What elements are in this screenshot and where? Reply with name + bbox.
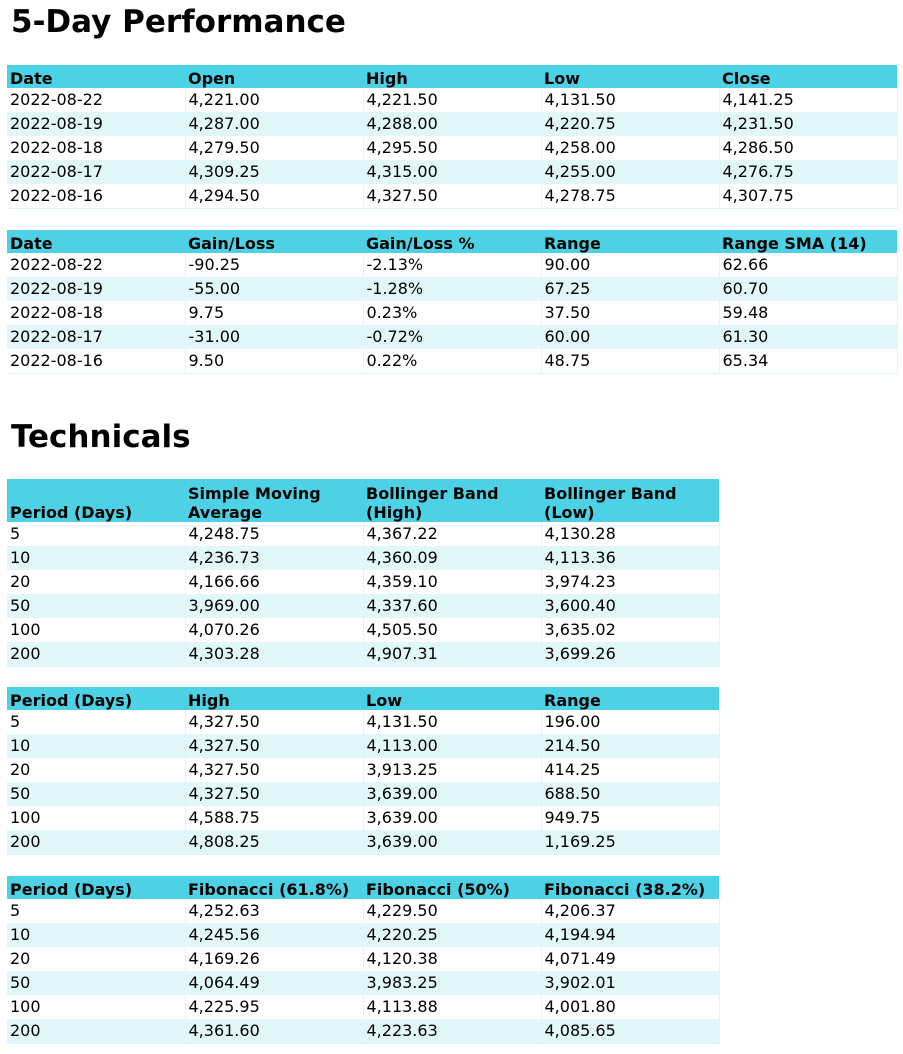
table-cell: -1.28% <box>363 277 541 301</box>
table-cell: 4,315.00 <box>363 160 541 184</box>
table-cell: 4,367.22 <box>363 522 541 546</box>
table-cell: 2022-08-18 <box>7 136 185 160</box>
table-header-row <box>7 479 719 522</box>
table-cell: 4,278.75 <box>541 184 719 209</box>
table-cell: 4,309.25 <box>185 160 363 184</box>
table-row <box>7 947 719 971</box>
table-cell: 10 <box>7 923 185 947</box>
table-row <box>7 710 719 734</box>
table-cell: 4,248.75 <box>185 522 363 546</box>
table-cell: 100 <box>7 995 185 1019</box>
column-header: Range <box>541 687 719 710</box>
table-cell: 3,635.02 <box>541 618 719 642</box>
column-header: Date <box>7 65 185 88</box>
table-cell: 0.23% <box>363 301 541 325</box>
table-cell: 4,169.26 <box>185 947 363 971</box>
table-cell: 3,974.23 <box>541 570 719 594</box>
column-header: Period (Days) <box>7 687 185 710</box>
table-row <box>7 971 719 995</box>
table-cell: -55.00 <box>185 277 363 301</box>
table-row <box>7 253 897 277</box>
table-cell: 196.00 <box>541 710 719 734</box>
table-cell: 4,255.00 <box>541 160 719 184</box>
table-cell: 2022-08-19 <box>7 277 185 301</box>
table-cell: 9.50 <box>185 349 363 374</box>
table-cell: 4,001.80 <box>541 995 719 1019</box>
table-header-row <box>7 65 897 88</box>
table-cell: 62.66 <box>719 253 897 277</box>
table-row <box>7 112 897 136</box>
table-cell: 214.50 <box>541 734 719 758</box>
column-header: High <box>363 65 541 88</box>
table-cell: 50 <box>7 594 185 618</box>
table-cell: 4,220.25 <box>363 923 541 947</box>
table-cell: 2022-08-22 <box>7 88 185 112</box>
table-cell: 4,288.00 <box>363 112 541 136</box>
table-cell: 4,131.50 <box>541 88 719 112</box>
table-cell: 100 <box>7 618 185 642</box>
table-cell: 0.22% <box>363 349 541 374</box>
moving-average-table <box>7 479 720 667</box>
table-cell: 4,206.37 <box>541 899 719 923</box>
table-cell: 50 <box>7 971 185 995</box>
table-cell: 20 <box>7 570 185 594</box>
table-row <box>7 349 897 374</box>
table-cell: 4,327.50 <box>185 710 363 734</box>
table-cell: 4,295.50 <box>363 136 541 160</box>
table-cell: 60.70 <box>719 277 897 301</box>
table-row <box>7 618 719 642</box>
table-row <box>7 758 719 782</box>
table-row <box>7 160 897 184</box>
table-cell: 2022-08-19 <box>7 112 185 136</box>
table-cell: 9.75 <box>185 301 363 325</box>
table-cell: 5 <box>7 899 185 923</box>
column-header: High <box>185 687 363 710</box>
table-cell: 3,983.25 <box>363 971 541 995</box>
table-cell: 67.25 <box>541 277 719 301</box>
table-cell: 2022-08-17 <box>7 325 185 349</box>
table-row <box>7 88 897 112</box>
table-cell: 4,359.10 <box>363 570 541 594</box>
table-cell: 4,130.28 <box>541 522 719 546</box>
table-cell: 949.75 <box>541 806 719 830</box>
column-header: Period (Days) <box>7 876 185 899</box>
table-row <box>7 570 719 594</box>
column-header: Date <box>7 230 185 253</box>
table-header-row <box>7 687 719 710</box>
table-row <box>7 995 719 1019</box>
table-cell: 4,231.50 <box>719 112 897 136</box>
table-cell: 4,808.25 <box>185 830 363 855</box>
table-cell: 4,220.75 <box>541 112 719 136</box>
column-header: Gain/Loss % <box>363 230 541 253</box>
table-cell: -0.72% <box>363 325 541 349</box>
ohlc-table <box>7 65 898 209</box>
column-header: Simple Moving Average <box>185 479 363 522</box>
column-header: Open <box>185 65 363 88</box>
table-cell: 20 <box>7 947 185 971</box>
table-cell: 100 <box>7 806 185 830</box>
column-header: Low <box>363 687 541 710</box>
table-cell: 4,327.50 <box>185 734 363 758</box>
column-header: Fibonacci (61.8%) <box>185 876 363 899</box>
table-cell: 4,276.75 <box>719 160 897 184</box>
table-cell: 65.34 <box>719 349 897 374</box>
table-cell: 4,337.60 <box>363 594 541 618</box>
table-cell: 200 <box>7 1019 185 1044</box>
table-cell: 4,113.36 <box>541 546 719 570</box>
table-row <box>7 806 719 830</box>
table-cell: 61.30 <box>719 325 897 349</box>
table-cell: 3,902.01 <box>541 971 719 995</box>
table-cell: -90.25 <box>185 253 363 277</box>
table-row <box>7 184 897 209</box>
table-cell: 2022-08-22 <box>7 253 185 277</box>
table-cell: 2022-08-18 <box>7 301 185 325</box>
table-cell: -2.13% <box>363 253 541 277</box>
column-header: Close <box>719 65 897 88</box>
table-row <box>7 1019 719 1044</box>
table-cell: 4,294.50 <box>185 184 363 209</box>
table-row <box>7 594 719 618</box>
table-cell: 4,064.49 <box>185 971 363 995</box>
table-cell: 2022-08-16 <box>7 349 185 374</box>
table-cell: 2022-08-16 <box>7 184 185 209</box>
table-cell: 4,166.66 <box>185 570 363 594</box>
table-cell: 37.50 <box>541 301 719 325</box>
table-cell: 3,969.00 <box>185 594 363 618</box>
table-cell: 4,120.38 <box>363 947 541 971</box>
period-range-table <box>7 687 720 855</box>
table-cell: 4,258.00 <box>541 136 719 160</box>
column-header: Gain/Loss <box>185 230 363 253</box>
table-cell: 4,236.73 <box>185 546 363 570</box>
table-cell: 4,327.50 <box>185 782 363 806</box>
table-cell: 4,085.65 <box>541 1019 719 1044</box>
table-row <box>7 830 719 855</box>
table-cell: 10 <box>7 546 185 570</box>
table-header-row <box>7 876 719 899</box>
table-cell: -31.00 <box>185 325 363 349</box>
table-row <box>7 642 719 667</box>
table-cell: 3,913.25 <box>363 758 541 782</box>
table-cell: 3,639.00 <box>363 830 541 855</box>
table-cell: 4,229.50 <box>363 899 541 923</box>
table-cell: 4,221.00 <box>185 88 363 112</box>
table-cell: 4,327.50 <box>363 184 541 209</box>
table-row <box>7 734 719 758</box>
table-cell: 4,588.75 <box>185 806 363 830</box>
table-cell: 60.00 <box>541 325 719 349</box>
table-cell: 4,252.63 <box>185 899 363 923</box>
table-cell: 4,360.09 <box>363 546 541 570</box>
table-cell: 50 <box>7 782 185 806</box>
table-row <box>7 325 897 349</box>
table-cell: 1,169.25 <box>541 830 719 855</box>
fibonacci-table <box>7 876 720 1044</box>
table-cell: 4,221.50 <box>363 88 541 112</box>
table-cell: 4,327.50 <box>185 758 363 782</box>
column-header: Low <box>541 65 719 88</box>
table-cell: 688.50 <box>541 782 719 806</box>
table-row <box>7 522 719 546</box>
table-cell: 3,699.26 <box>541 642 719 667</box>
table-cell: 4,194.94 <box>541 923 719 947</box>
table-cell: 59.48 <box>719 301 897 325</box>
column-header: Range SMA (14) <box>719 230 897 253</box>
column-header: Bollinger Band (Low) <box>541 479 719 522</box>
table-cell: 414.25 <box>541 758 719 782</box>
table-cell: 3,600.40 <box>541 594 719 618</box>
table-row <box>7 546 719 570</box>
column-header: Period (Days) <box>7 479 185 522</box>
performance-title: 5-Day Performance <box>11 4 346 40</box>
table-cell: 5 <box>7 522 185 546</box>
table-row <box>7 782 719 806</box>
table-cell: 4,223.63 <box>363 1019 541 1044</box>
table-cell: 200 <box>7 642 185 667</box>
table-cell: 4,070.26 <box>185 618 363 642</box>
table-header-row <box>7 230 897 253</box>
table-cell: 10 <box>7 734 185 758</box>
table-cell: 4,141.25 <box>719 88 897 112</box>
table-cell: 48.75 <box>541 349 719 374</box>
column-header: Range <box>541 230 719 253</box>
table-cell: 4,071.49 <box>541 947 719 971</box>
column-header: Bollinger Band (High) <box>363 479 541 522</box>
table-row <box>7 923 719 947</box>
table-cell: 4,361.60 <box>185 1019 363 1044</box>
table-cell: 3,639.00 <box>363 806 541 830</box>
table-cell: 200 <box>7 830 185 855</box>
column-header: Fibonacci (50%) <box>363 876 541 899</box>
column-header: Fibonacci (38.2%) <box>541 876 719 899</box>
technicals-title: Technicals <box>11 419 191 455</box>
table-cell: 4,907.31 <box>363 642 541 667</box>
table-cell: 4,279.50 <box>185 136 363 160</box>
table-row <box>7 277 897 301</box>
gain-loss-table <box>7 230 898 374</box>
table-row <box>7 136 897 160</box>
table-cell: 2022-08-17 <box>7 160 185 184</box>
table-cell: 4,307.75 <box>719 184 897 209</box>
table-cell: 20 <box>7 758 185 782</box>
table-cell: 4,225.95 <box>185 995 363 1019</box>
table-row <box>7 899 719 923</box>
table-cell: 3,639.00 <box>363 782 541 806</box>
table-cell: 4,245.56 <box>185 923 363 947</box>
table-cell: 4,131.50 <box>363 710 541 734</box>
table-row <box>7 301 897 325</box>
table-cell: 5 <box>7 710 185 734</box>
table-cell: 4,113.00 <box>363 734 541 758</box>
table-cell: 4,287.00 <box>185 112 363 136</box>
table-cell: 4,505.50 <box>363 618 541 642</box>
table-cell: 4,113.88 <box>363 995 541 1019</box>
table-cell: 4,303.28 <box>185 642 363 667</box>
table-cell: 90.00 <box>541 253 719 277</box>
table-cell: 4,286.50 <box>719 136 897 160</box>
